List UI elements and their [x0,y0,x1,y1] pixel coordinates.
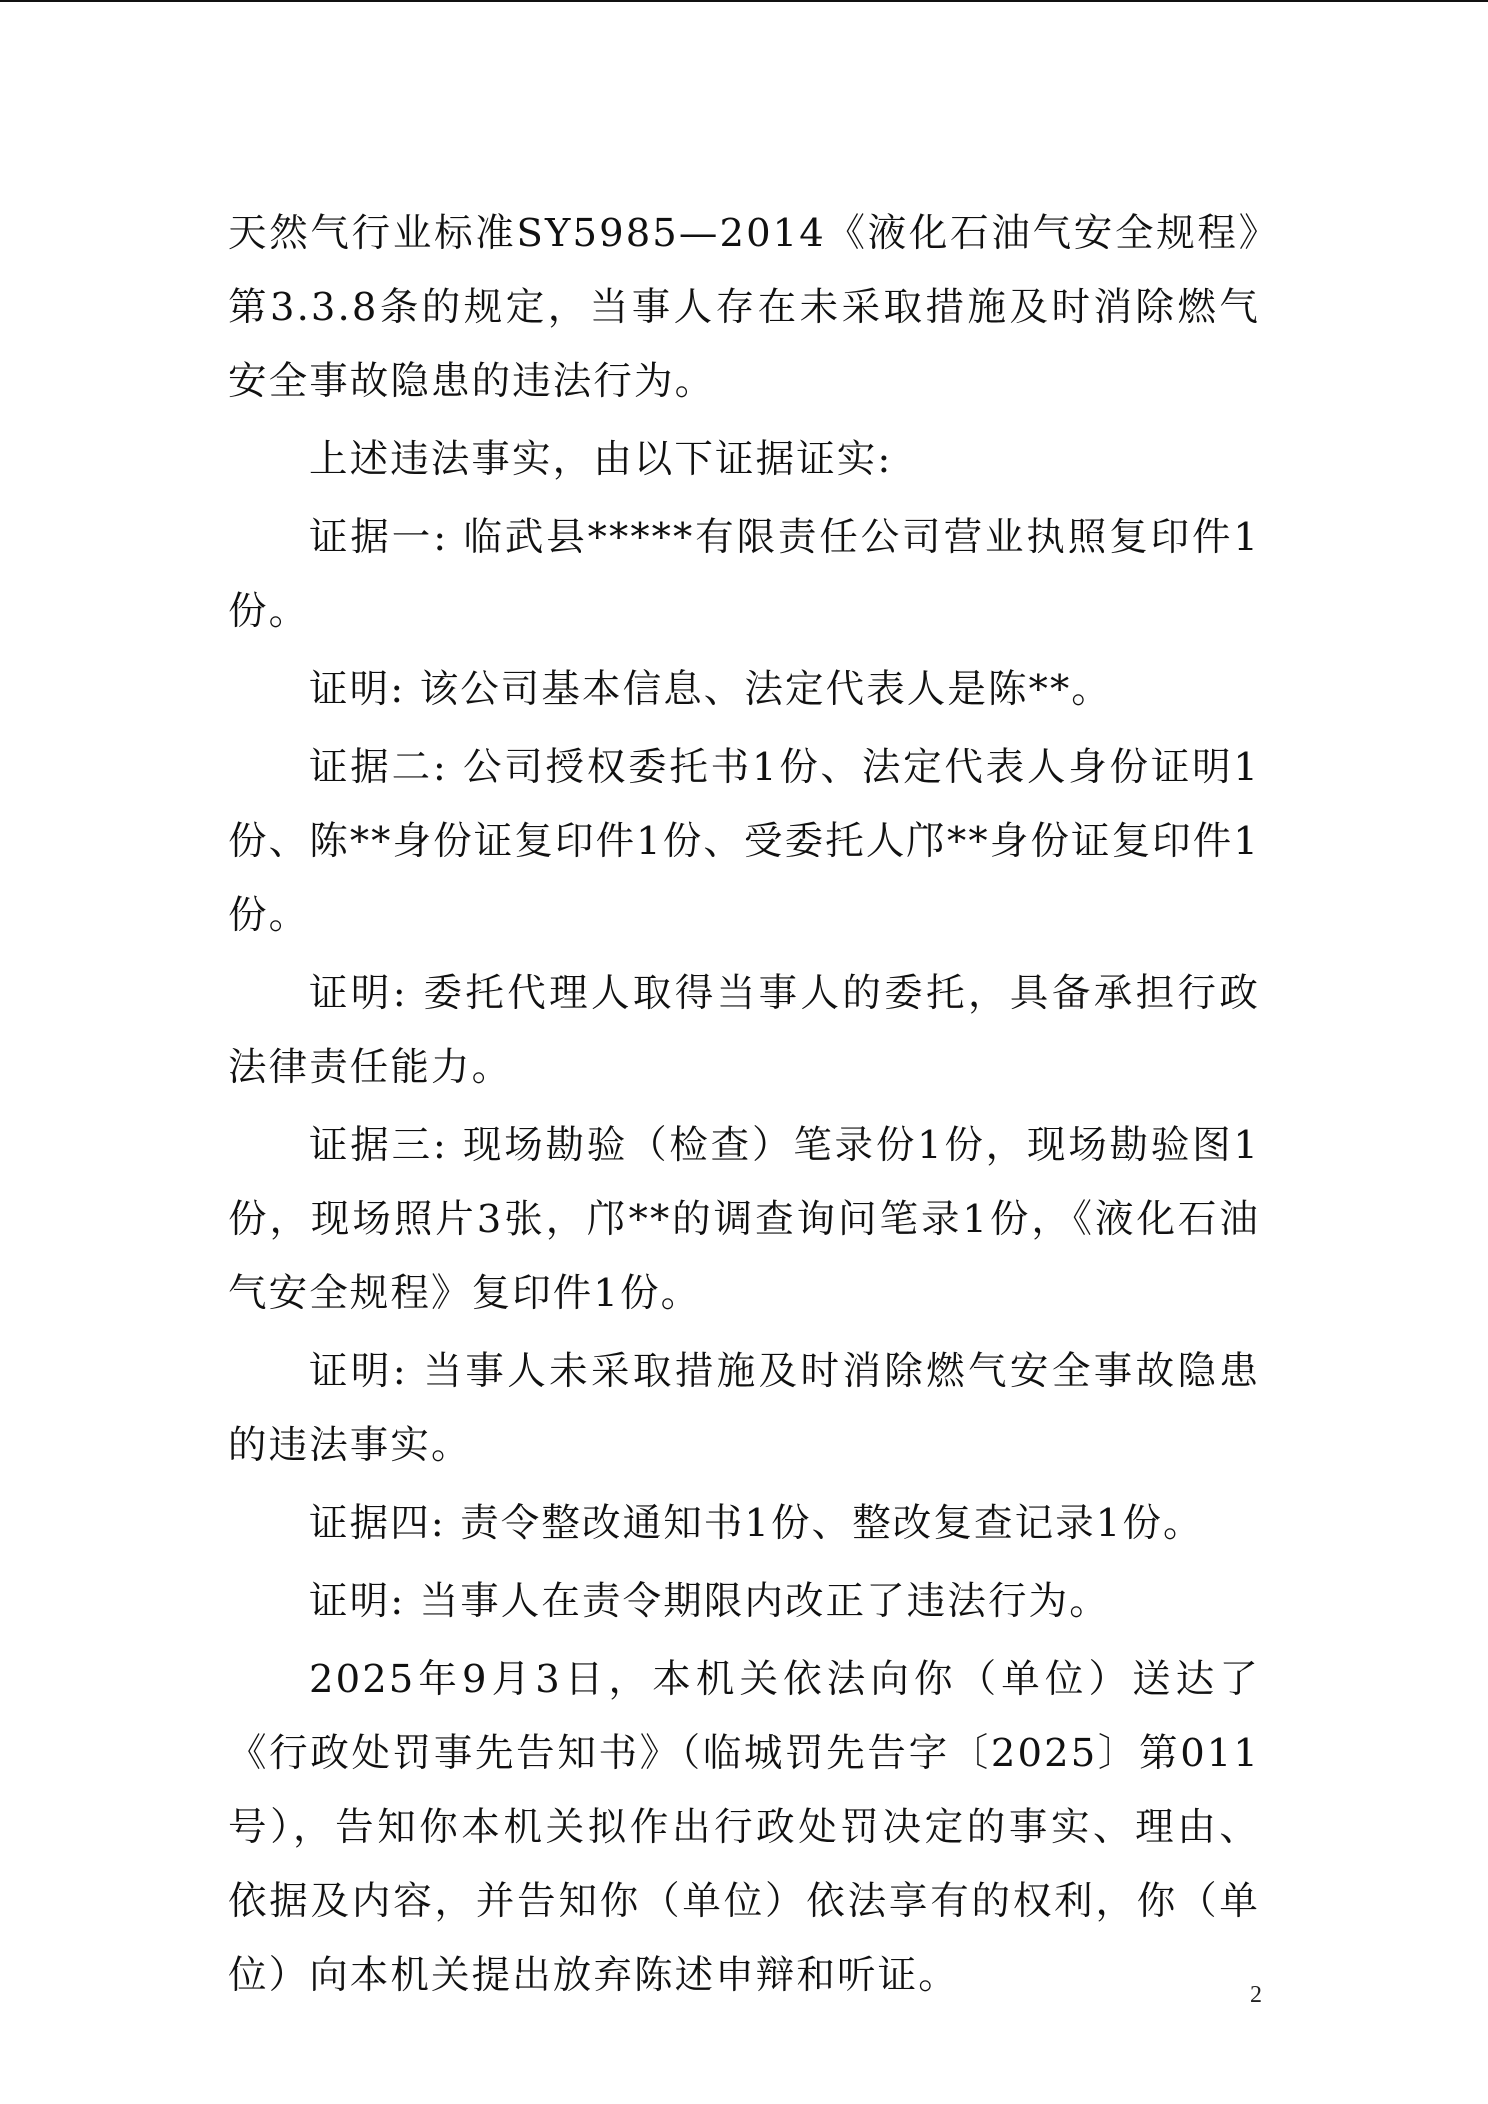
paragraph-proof-2: 证明: 委托代理人取得当事人的委托，具备承担行政法律责任能力。 [228,971,1260,1090]
paragraph-standard-violation: 天然气行业标准SY5985—2014《液化石油气安全规程》第3.3.8条的规定，当事人存在未采取措施及时消除燃气安全事故隐患的违法行为。 [228,211,1260,404]
paragraph-notice-delivery: 2025年9月3日，本机关依法向你（单位）送达了《行政处罚事先告知书》（临城罚先告字〔2025〕第011号），告知你本机关拟作出行政处罚决定的事实、理由、依据及内容，并告知你（单位）依法享有的权利，你（单位）向本机关提出放弃陈述申辩和听证。 [228,1657,1260,1998]
page-number: 2 [1250,1982,1262,2008]
paragraph-evidence-intro: 上述违法事实，由以下证据证实: [309,437,893,482]
paragraph-proof-4: 证明: 当事人在责令期限内改正了违法行为。 [309,1579,1110,1624]
paragraph-evidence-2: 证据二: 公司授权委托书1份、法定代表人身份证明1份、陈**身份证复印件1份、受委托人邝**身份证复印件1份。 [228,745,1260,938]
document-body [228,197,1260,2017]
paragraph-proof-1: 证明: 该公司基本信息、法定代表人是陈**。 [309,667,1112,712]
paragraph-proof-3: 证明: 当事人未采取措施及时消除燃气安全事故隐患的违法事实。 [228,1349,1260,1468]
paragraph-evidence-3: 证据三: 现场勘验（检查）笔录份1份，现场勘验图1份，现场照片3张，邝**的调查询问笔录1份，《液化石油气安全规程》复印件1份。 [228,1123,1260,1316]
paragraph-evidence-4: 证据四: 责令整改通知书1份、整改复查记录1份。 [309,1501,1204,1546]
paragraph-evidence-1: 证据一: 临武县*****有限责任公司营业执照复印件1份。 [228,515,1260,634]
